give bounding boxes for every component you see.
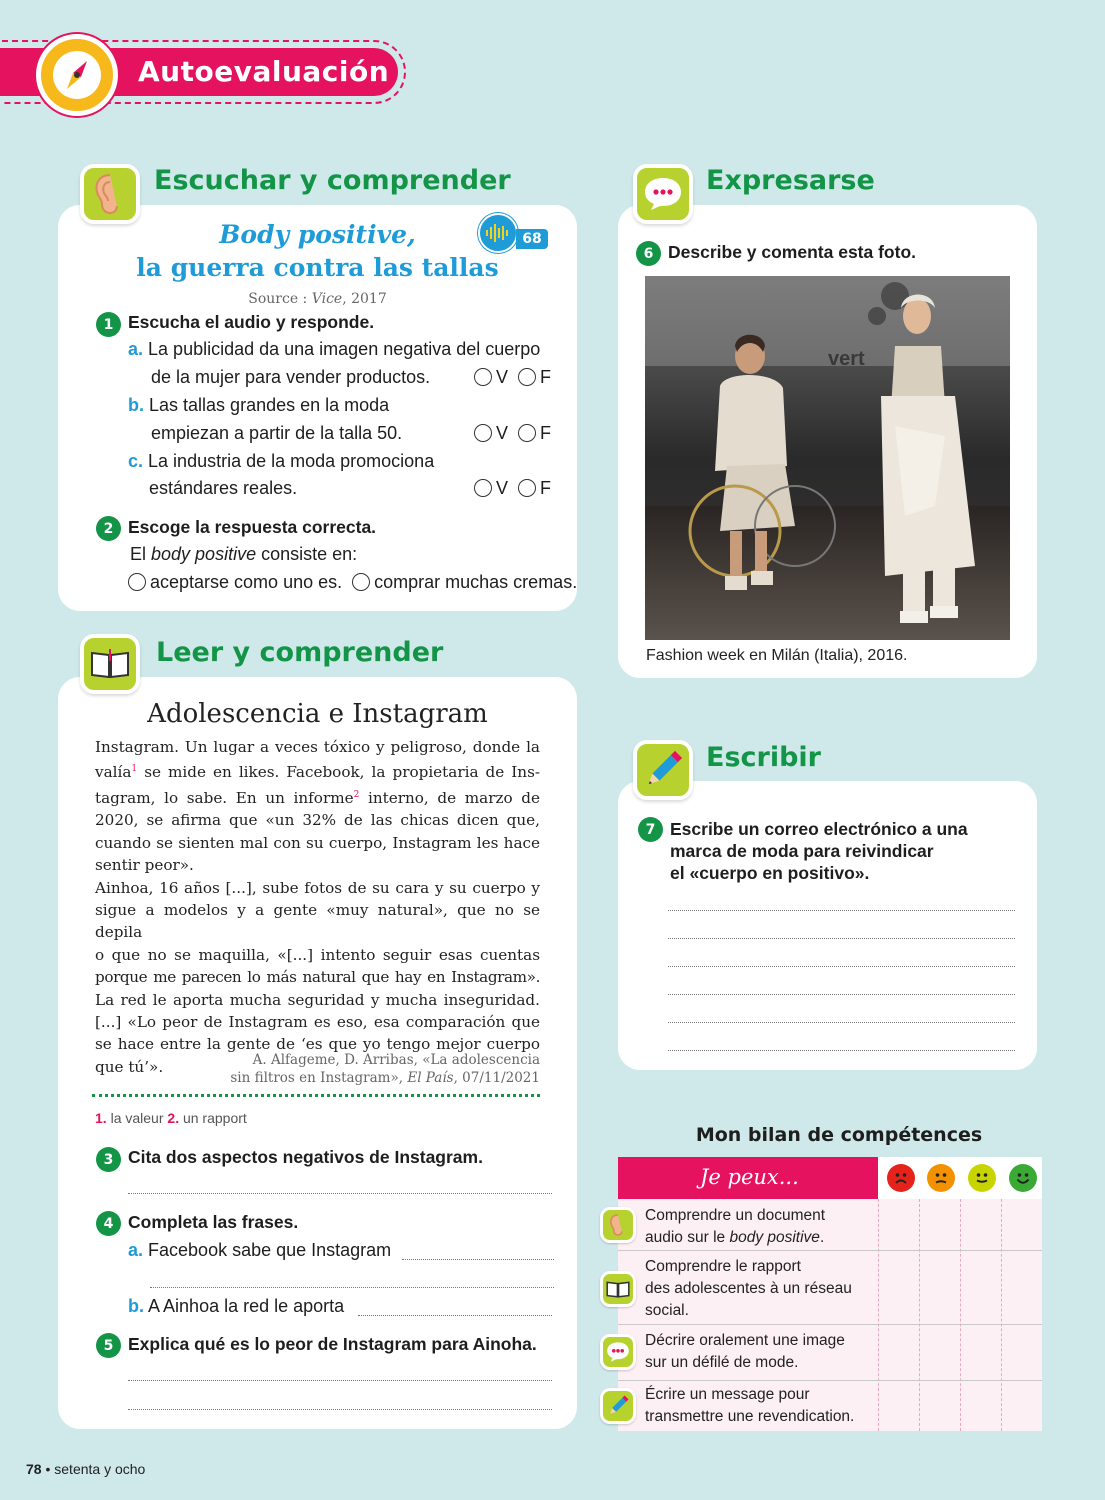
q7-line2: marca de moda para reivindicar [670,841,934,861]
q4-item-b [128,1296,344,1317]
article-line-text: se mide en likes. Facebook, la propietaria de Ins- [144,763,540,782]
bilan-row-3-rating[interactable] [879,1326,1041,1380]
q1-item-b-choices [474,423,551,444]
photo-backdrop-text: vert [828,348,865,370]
article-line: que tú’». [95,1057,164,1076]
footnote-1-number: 1 [95,1110,103,1126]
source-name: Vice [311,291,343,307]
page-number-words: setenta y ocho [54,1461,146,1477]
audio-track-number: 68 [516,229,548,249]
question-number-5: 5 [96,1333,121,1358]
footnotes: 1. la valeur 2. un rapport [95,1110,247,1126]
false-label: F [540,423,552,443]
ear-icon [93,173,127,215]
q4-a-text: Facebook sabe que Instagram [148,1240,392,1260]
bilan-header-label: Je peux... [700,1165,799,1189]
footer-bullet: • [45,1461,51,1477]
row-divider [618,1324,1042,1325]
true-label: V [496,423,509,443]
article-line: La red le aporta mucha seguridad y mucha inseguridad. [95,990,540,1009]
page-footer [26,1461,145,1477]
citation-line1: A. Alfageme, D. Arribas, «La adolescencia [252,1052,540,1068]
pencil-icon-tile [633,740,693,800]
q7-line3: el «cuerpo en positivo». [670,863,870,883]
q1-a-true-radio[interactable] [474,368,492,386]
q1-a-false-radio[interactable] [518,368,536,386]
bilan-title: Mon bilan de compétences [695,1124,983,1146]
false-label: F [540,367,552,387]
article-line: 2020, se afirma que «un 32% de las chicas dicen que, [95,811,540,830]
row-1-line2 [645,1227,825,1249]
row-divider [618,1380,1042,1381]
q1-item-a-line1 [128,339,540,360]
happy-face-icon [1009,1164,1037,1192]
q1-item-a-choices [474,367,551,388]
q4-prompt: Completa las frases. [128,1212,299,1232]
q4-a-letter: a. [128,1240,144,1260]
speech-bubble-icon [643,176,683,212]
q2-option1-radio[interactable] [128,573,146,591]
q1-item-a-line2: de la mujer para vender productos. [151,367,431,387]
q4-b-letter: b. [128,1296,144,1316]
q1-c-false-radio[interactable] [518,479,536,497]
article-line: cuando se sienten mal con su cuerpo, Instagram les hace [95,833,540,852]
q1-item-b-text: Las tallas grandes en la moda [149,395,390,415]
runway-photo-illustration [645,276,1010,640]
expresarse-section-title: Expresarse [706,165,875,196]
article-line-text: tagram, lo sabe. En un informe [95,788,354,807]
leer-article-title: Adolescencia e Instagram [147,699,488,729]
q1-item-c-line1 [128,451,434,472]
q4-a-answer-line-2[interactable] [150,1286,554,1288]
article-title-line1: Body positive, [219,220,416,249]
article-line: sigue a modelos y a gente «muy natural», que no se depila [95,900,540,942]
article-line: sentir peor». [95,856,194,875]
pencil-icon [643,750,683,790]
q1-item-b-line1 [128,395,389,416]
q1-item-a-text: La publicidad da una imagen negativa del cuerpo [148,339,541,359]
book-icon [90,649,130,679]
q5-answer-line-1[interactable] [128,1379,552,1381]
article-line: se hace entre la gente de ‘es que yo tengo mejor cuerpo [95,1035,540,1054]
photo-caption: Fashion week en Milán (Italia), 2016. [646,647,908,664]
escuchar-section-title: Escuchar y comprender [154,165,511,196]
article-line: [...] «Lo peor de Instagram es eso, esa comparación que [95,1013,540,1031]
q1-item-a-letter: a. [128,339,144,359]
q3-answer-line[interactable] [128,1192,552,1194]
q2-options [128,572,577,593]
row-book-icon [600,1271,636,1307]
q1-item-c-text: La industria de la moda promociona [148,451,435,471]
q1-item-c-line2: estándares reales. [149,478,298,498]
audio-track-button[interactable] [478,213,550,253]
footnote-mark-2: 2 [353,789,360,800]
false-label: F [540,478,552,498]
q2-option2-radio[interactable] [352,573,370,591]
leer-section-title: Leer y comprender [156,637,444,668]
question-number-2: 2 [96,516,121,541]
q7-line1: Escribe un correo electrónico a una [670,819,968,839]
q7-answer-line-2[interactable] [668,937,1015,939]
question-number-4: 4 [96,1211,121,1236]
bilan-row-2-rating[interactable] [879,1252,1041,1324]
q1-item-c-letter: c. [128,451,144,471]
q1-item-b-line2: empiezan a partir de la talla 50. [151,423,403,443]
q1-item-c-choices [474,478,551,499]
true-label: V [496,367,509,387]
article-line: Instagram. Un lugar a veces tóxico y peligroso, donde la [95,738,540,756]
ear-icon-tile [80,164,140,224]
leer-article-body [95,736,540,1078]
q7-prompt [670,818,968,884]
bilan-row-1 [645,1205,825,1249]
compass-icon [36,34,118,116]
row-ear-icon [600,1207,636,1243]
article-line: Ainhoa, 16 años [...], sube fotos de su cara y su cuerpo y [95,878,540,897]
citation-date: , 07/11/2021 [453,1070,540,1086]
valia-word: valía [95,763,132,782]
row-1-line1: Comprendre un document [645,1207,826,1224]
content-face-icon [968,1164,996,1192]
citation-line2 [95,1069,540,1087]
q5-answer-line-2[interactable] [128,1408,552,1410]
row-1-prefix: audio sur le [645,1229,730,1246]
row-2-line2: des adolescentes à un réseau [645,1280,852,1297]
question-number-7: 7 [638,817,663,842]
q7-answer-line-3[interactable] [668,965,1015,967]
row-2-line1: Comprendre le rapport [645,1258,801,1275]
footnote-2-number: 2 [167,1110,176,1126]
q2-option1-label: aceptarse como uno es. [150,572,343,592]
audio-source [58,291,577,307]
q1-prompt: Escucha el audio y responde. [128,312,375,332]
q4-b-answer-line[interactable] [358,1314,552,1316]
sad-face-icon [887,1164,915,1192]
q4-a-answer-line[interactable] [402,1258,554,1260]
q2-stem-italic: body positive [151,544,257,564]
speech-icon-tile [633,164,693,224]
row-speech-icon [600,1334,636,1370]
article-line-2 [95,758,540,783]
q3-prompt: Cita dos aspectos negativos de Instagram. [128,1147,483,1167]
article-line: porque me parecen lo más natural que hay en Instagram». [95,968,540,987]
unhappy-face-icon [927,1164,955,1192]
q1-item-b-letter: b. [128,395,144,415]
source-year: , 2017 [342,291,387,307]
q6-prompt: Describe y comenta esta foto. [668,242,916,262]
compass-needle-icon [41,39,113,111]
runway-photo [645,276,1010,640]
row-1-suffix: . [819,1229,825,1246]
q5-prompt: Explica qué es lo peor de Instagram para Ainoha. [128,1334,537,1354]
question-number-3: 3 [96,1147,121,1172]
book-icon-tile [80,634,140,694]
escribir-section-title: Escribir [706,742,821,773]
question-number-1: 1 [96,312,121,337]
footnote-1-text: la valeur [110,1110,164,1126]
footnote-divider [92,1094,540,1097]
bilan-row-3 [645,1330,845,1374]
q4-item-a [128,1240,391,1261]
bilan-row-4 [645,1384,854,1428]
row-1-italic: body positive [729,1229,820,1246]
bilan-row-2 [645,1256,852,1322]
banner-title: Autoevaluación [138,55,390,88]
q1-b-false-radio[interactable] [518,424,536,442]
q2-stem-suffix: consiste en: [256,544,358,564]
footnote-mark-1: 1 [131,764,138,775]
q2-option2-label: comprar muchas cremas. [374,572,578,592]
citation-paper: El País [407,1070,454,1086]
bilan-row-1-rating[interactable] [879,1200,1041,1250]
source-prefix: Source : [248,291,312,307]
q1-b-true-radio[interactable] [474,424,492,442]
bilan-row-4-rating[interactable] [879,1382,1041,1431]
q2-stem [130,544,357,565]
question-number-6: 6 [636,241,661,266]
article-citation [95,1051,540,1087]
q1-c-true-radio[interactable] [474,479,492,497]
footnote-2-text: un rapport [182,1110,247,1126]
row-4-line2: transmettre une revendication. [645,1408,855,1425]
true-label: V [496,478,509,498]
article-title-line2: la guerra contra las tallas [136,253,499,282]
q7-answer-line-6[interactable] [668,1049,1015,1051]
audio-waveform-icon [478,213,518,253]
row-pencil-icon [600,1388,636,1424]
row-3-line2: sur un défilé de mode. [645,1354,799,1371]
page-number: 78 [26,1461,42,1477]
citation-prefix: sin filtros en Instagram», [230,1070,408,1086]
article-line-3 [95,784,540,809]
q2-prompt: Escoge la respuesta correcta. [128,517,377,537]
q7-answer-line-1[interactable] [668,909,1015,911]
q2-stem-prefix: El [130,544,152,564]
row-divider [618,1250,1042,1251]
article-line: o que no se maquilla, «[...] intento seguir esas cuentas [95,945,540,964]
row-3-line1: Décrire oralement une image [645,1332,845,1349]
row-2-line3: social. [645,1302,689,1319]
q7-answer-line-4[interactable] [668,993,1015,995]
q7-answer-line-5[interactable] [668,1021,1015,1023]
article-line-text: interno, de marzo de [368,788,541,807]
q4-b-text: A Ainhoa la red le aporta [148,1296,345,1316]
row-4-line1: Écrire un message pour [645,1386,810,1403]
